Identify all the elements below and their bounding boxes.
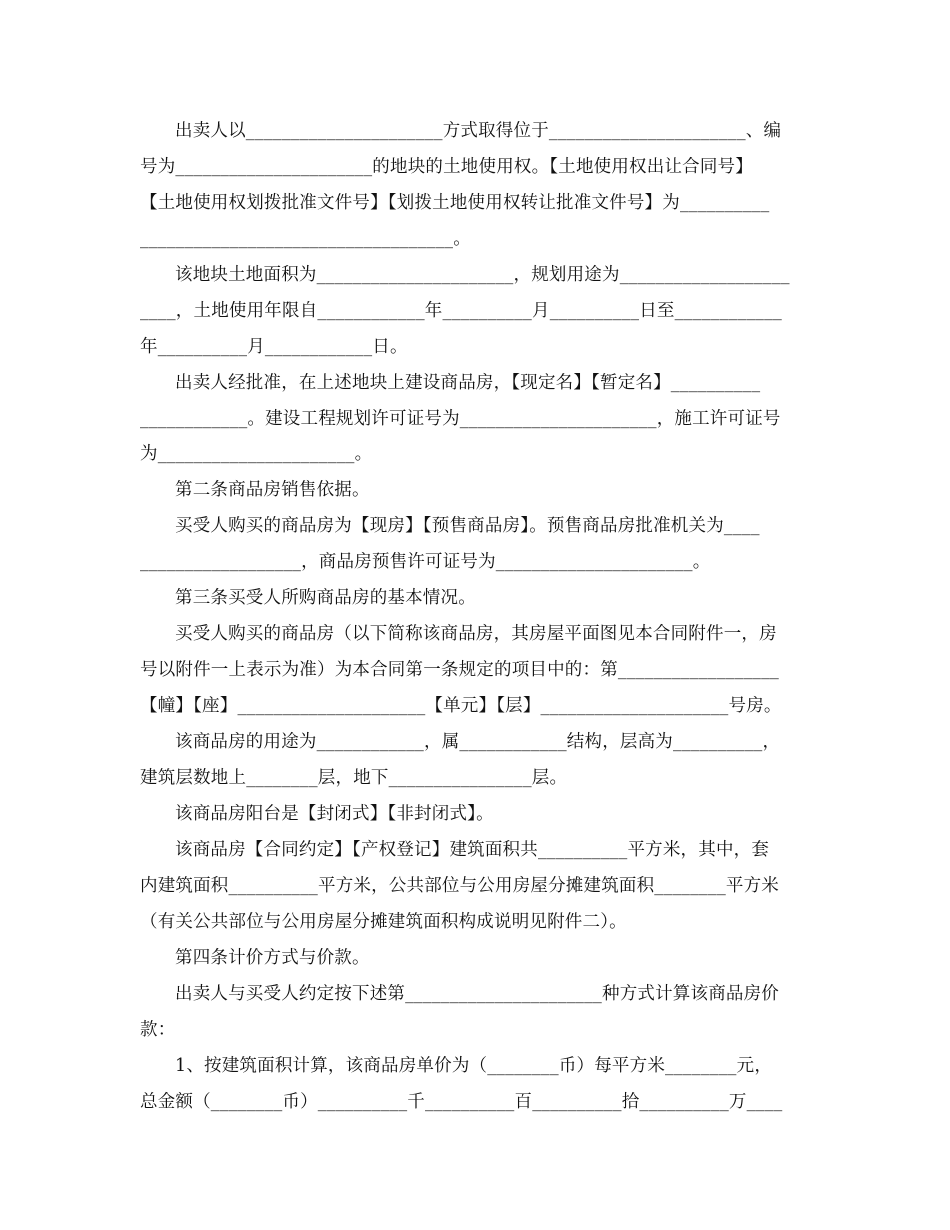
text-line-5: 该地块土地面积为______________________，规划用途为___________________ bbox=[175, 265, 790, 285]
text-line-20: 该商品房阳台是【封闭式】【非封闭式】。 bbox=[175, 804, 494, 824]
section-heading-4: 第四条计价方式与价款。 bbox=[175, 948, 370, 968]
text-line-4: ___________________________________。 bbox=[140, 229, 471, 249]
text-line-26: 款： bbox=[140, 1020, 176, 1040]
text-line-7: 年__________月____________日。 bbox=[140, 337, 408, 357]
text-line-12: 买受人购买的商品房为【现房】【预售商品房】。预售商品房批准机关为____ bbox=[175, 516, 760, 536]
text-line-23: （有关公共部位与公用房屋分摊建筑面积构成说明见附件二）。 bbox=[140, 912, 627, 932]
text-line-17: 【幢】【座】_____________________【单元】【层】_____________________号房。 bbox=[140, 696, 782, 716]
text-line-22: 内建筑面积__________平方米，公共部位与公用房屋分摊建筑面积________平方米 bbox=[140, 876, 779, 896]
text-line-27: 1、按建筑面积计算，该商品房单价为（________币）每平方米________元， bbox=[175, 1056, 773, 1076]
text-line-28: 总金额（________币）__________千__________百__________拾__________万____ bbox=[140, 1092, 783, 1112]
text-line-2: 号为______________________的地块的土地使用权。【土地使用权出让合同号】 bbox=[140, 157, 753, 177]
text-line-8: 出卖人经批准，在上述地块上建设商品房，【现定名】【暂定名】__________ bbox=[175, 373, 761, 393]
section-heading-3: 第三条买受人所购商品房的基本情况。 bbox=[175, 588, 476, 608]
text-line-10: 为______________________。 bbox=[140, 444, 373, 464]
text-line-16: 号以附件一上表示为准）为本合同第一条规定的项目中的：第__________________ bbox=[140, 660, 779, 680]
text-line-18: 该商品房的用途为____________，属____________结构，层高为__________， bbox=[175, 732, 781, 752]
text-line-9: ____________。建设工程规划许可证号为______________________，施工许可证号 bbox=[140, 409, 781, 429]
section-heading-2: 第二条商品房销售依据。 bbox=[175, 480, 370, 500]
text-line-21: 该商品房【合同约定】【产权登记】建筑面积共__________平方米，其中，套 bbox=[175, 840, 770, 860]
text-line-19: 建筑层数地上________层，地下________________层。 bbox=[140, 768, 568, 788]
text-line-1: 出卖人以______________________方式取得位于______________________、编 bbox=[175, 121, 782, 141]
text-line-3: 【土地使用权划拨批准文件号】【划拨土地使用权转让批准文件号】为__________ bbox=[140, 193, 770, 213]
text-line-6: ____，土地使用年限自____________年__________月__________日至____________ bbox=[140, 301, 782, 321]
text-line-25: 出卖人与买受人约定按下述第______________________种方式计算该商品房价 bbox=[175, 984, 779, 1004]
text-line-13: __________________，商品房预售许可证号为______________________。 bbox=[140, 552, 711, 572]
text-line-15: 买受人购买的商品房（以下简称该商品房，其房屋平面图见本合同附件一，房 bbox=[175, 624, 777, 644]
